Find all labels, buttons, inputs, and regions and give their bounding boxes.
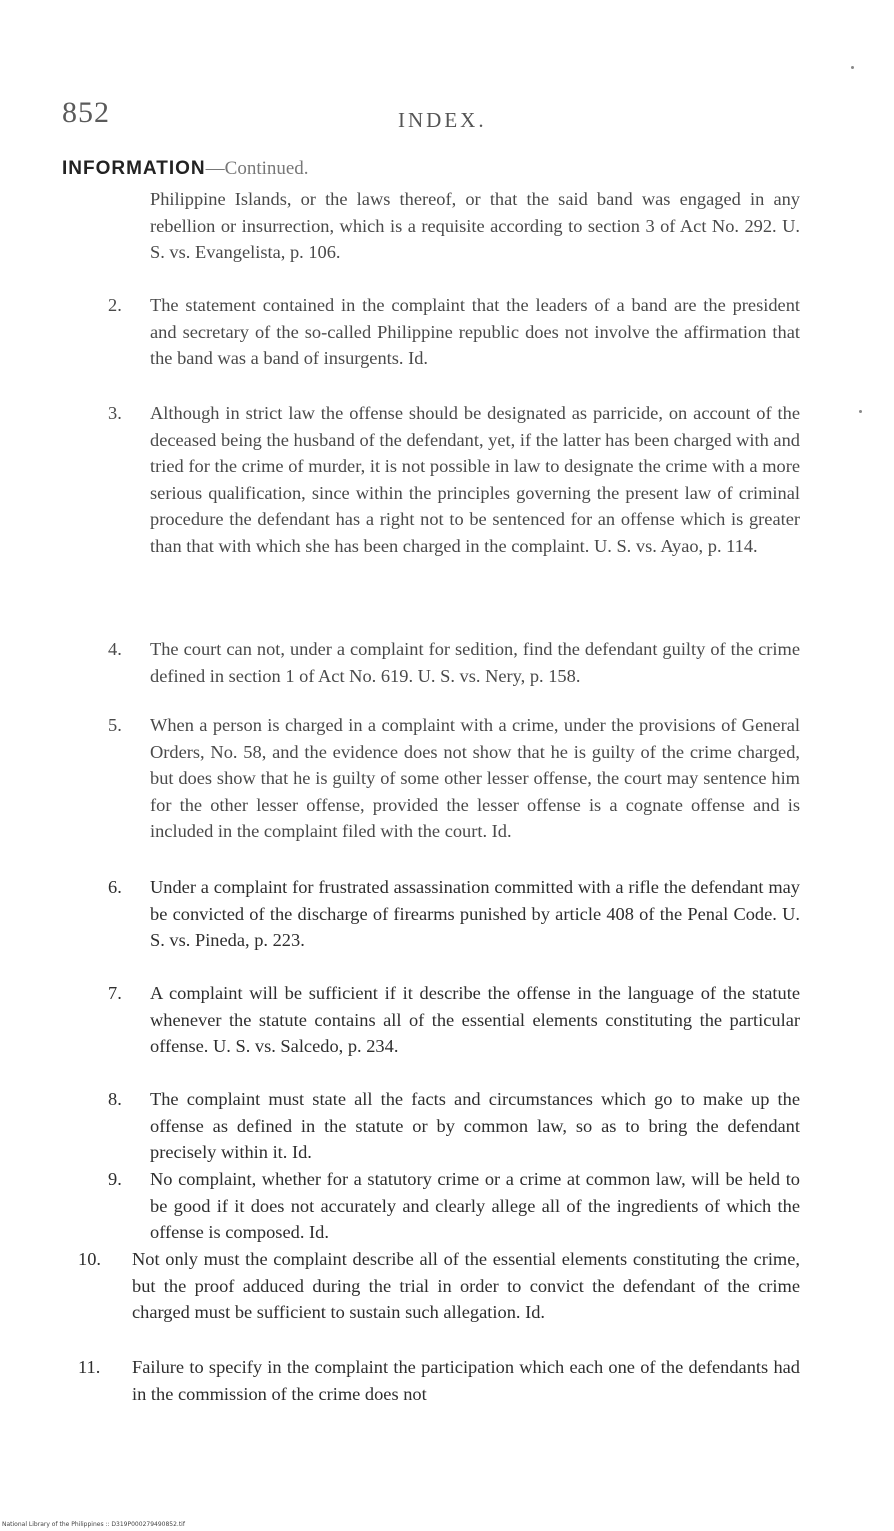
entry-text: The complaint must state all the facts and circumstances which go to make up the offense as defined in the statute or by common law, so as to bring the defendant precisely within it. Id.	[150, 1089, 800, 1162]
heading-keyword: INFORMATION	[62, 158, 206, 179]
entry-number: 11.	[78, 1357, 101, 1377]
index-entry	[108, 1166, 800, 1246]
index-entry	[108, 874, 800, 980]
scan-speck	[851, 66, 854, 69]
entry-text: When a person is charged in a complaint with a crime, under the provisions of General Orders, No. 58, and the evidence does not show that he is guilty of the crime charged, but does show that he is guilty of some other lesser offense, the court may sentence him for the other lesser offense, provided the lesser offense is a cognate offense and is included in the complaint filed with the court. Id.	[150, 715, 800, 841]
entry-text: The court can not, under a complaint for sedition, find the defendant guilty of the crime defined in section 1 of Act No. 619. U. S. vs. Nery, p. 158.	[150, 639, 800, 686]
entry-number: 2.	[108, 295, 122, 315]
entry-text: Although in strict law the offense should be designated as parricide, on account of the deceased being the husband of the defendant, yet, if the latter has been charged with and tried for the crime of murder, it is not possible in law to designate the crime with a more serious qualification, since within the principles governing the present law of criminal procedure the defendant has a right not to be sentenced for an offense which is greater than that with which she has been charged in the complaint. U. S. vs. Ayao, p. 114.	[150, 403, 800, 556]
index-entry	[108, 400, 800, 636]
entry-text: Under a complaint for frustrated assassination committed with a rifle the defendant may be convicted of the discharge of firearms punished by article 408 of the Penal Code. U. S. vs. Pineda, p. 223.	[150, 877, 800, 950]
index-entry	[108, 1086, 800, 1166]
index-heading	[62, 158, 309, 180]
entry-number: 9.	[108, 1169, 122, 1189]
entry-number: 3.	[108, 403, 122, 423]
entry-text: Failure to specify in the complaint the participation which each one of the defendants had in the commission of the crime does not	[132, 1357, 800, 1404]
scan-footer: National Library of the Philippines :: D319P000279490852.tif	[2, 1521, 185, 1528]
entry-number: 5.	[108, 715, 122, 735]
entry-number: 4.	[108, 639, 122, 659]
entry-number: 6.	[108, 877, 122, 897]
entry-text: A complaint will be sufficient if it describe the offense in the language of the statute whenever the statute contains all of the essential elements constituting the particular offense. U. S. vs. Salcedo, p. 234.	[150, 983, 800, 1056]
index-entry	[108, 636, 800, 712]
entry-text: Not only must the complaint describe all of the essential elements constituting the crime, but the proof adduced during the trial in order to convict the defendant of the crime charged must be sufficient to sustain such allegation. Id.	[132, 1249, 800, 1322]
index-entries	[78, 186, 800, 1407]
entry-number: 7.	[108, 983, 122, 1003]
entry-text: The statement contained in the complaint that the leaders of a band are the president and secretary of the so-called Philippine republic does not involve the affirmation that the band was a band of insurgents. Id.	[150, 295, 800, 368]
index-entry	[108, 712, 800, 874]
entry-text: No complaint, whether for a statutory crime or a crime at common law, will be held to be good if it does not accurately and clearly allege all of the ingredients of which the offense is composed. Id.	[150, 1169, 800, 1242]
entry-number: 8.	[108, 1089, 122, 1109]
entry-number: 10.	[78, 1249, 101, 1269]
index-entry	[108, 292, 800, 400]
index-entry	[78, 1246, 800, 1354]
scan-speck	[859, 410, 862, 413]
entry-text: Philippine Islands, or the laws thereof, or that the said band was engaged in any rebellion or insurrection, which is a requisite according to section 3 of Act No. 292. U. S. vs. Evangelista, p. 106.	[150, 189, 800, 262]
running-head: INDEX.	[398, 108, 487, 132]
index-entry	[78, 1354, 800, 1407]
index-entry	[108, 186, 800, 292]
heading-continued: —Continued.	[205, 158, 309, 179]
page-number: 852	[62, 96, 110, 129]
index-entry	[108, 980, 800, 1086]
